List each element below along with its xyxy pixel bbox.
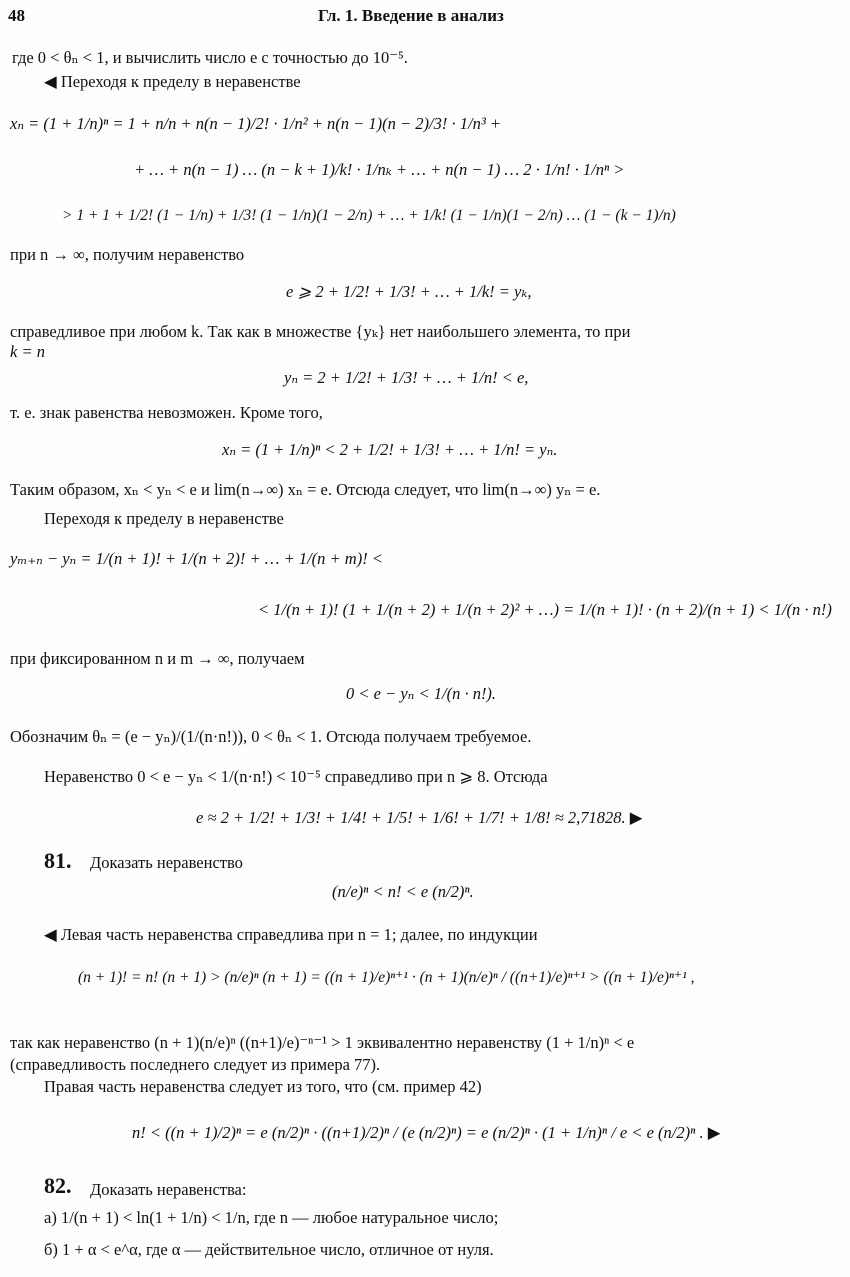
- problem-statement: Доказать неравенство: [90, 853, 243, 872]
- page-number: 48: [8, 6, 25, 25]
- formula-line: yₙ = 2 + 1/2! + 1/3! + … + 1/n! < e,: [284, 368, 529, 387]
- text-line: т. е. знак равенства невозможен. Кроме того,: [10, 403, 323, 422]
- text-line: Правая часть неравенства следует из того, что (см. пример 42): [44, 1077, 482, 1096]
- problem-number: 81.: [44, 848, 72, 873]
- formula-line: n! < ((n + 1)/2)ⁿ = e (n/2)ⁿ · ((n+1)/2)ⁿ / (e (n/2)ⁿ) = e (n/2)ⁿ · (1 + 1/n)ⁿ / e < e (n/2)ⁿ . ▶: [132, 1123, 721, 1142]
- text-line: так как неравенство (n + 1)(n/e)ⁿ ((n+1)/e)⁻ⁿ⁻¹ > 1 эквивалентно неравенству (1 + 1/n)ⁿ < e: [10, 1033, 635, 1052]
- formula-line: (n + 1)! = n! (n + 1) > (n/e)ⁿ (n + 1) = ((n + 1)/e)ⁿ⁺¹ · (n + 1)(n/e)ⁿ / ((n+1)/e)ⁿ⁺¹ > ((n + 1)/e)ⁿ⁺¹ ,: [78, 969, 695, 986]
- formula-line: xₙ = (1 + 1/n)ⁿ = 1 + n/n + n(n − 1)/2! · 1/n² + n(n − 1)(n − 2)/3! · 1/n³ +: [10, 114, 502, 133]
- text-line: б) 1 + α < e^α, где α — действительное число, отличное от нуля.: [44, 1240, 494, 1259]
- text-line: ◀ Левая часть неравенства справедлива при n = 1; далее, по индукции: [44, 925, 538, 944]
- text-line: справедливое при любом k. Так как в множестве {yₖ} нет наибольшего элемента, то при: [10, 322, 631, 341]
- text-line: при фиксированном n и m → ∞, получаем: [10, 649, 305, 668]
- text-line: ◀ Переходя к пределу в неравенстве: [44, 72, 301, 91]
- text-line: (справедливость последнего следует из примера 77).: [10, 1055, 381, 1074]
- formula-line: xₙ = (1 + 1/n)ⁿ < 2 + 1/2! + 1/3! + … + 1/n! = yₙ.: [222, 440, 558, 459]
- text-line: Неравенство 0 < e − yₙ < 1/(n·n!) < 10⁻⁵ справедливо при n ⩾ 8. Отсюда: [44, 767, 548, 786]
- chapter-title: Гл. 1. Введение в анализ: [318, 6, 504, 25]
- formula-line: (n/e)ⁿ < n! < e (n/2)ⁿ.: [332, 882, 474, 901]
- formula-line: yₘ₊ₙ − yₙ = 1/(n + 1)! + 1/(n + 2)! + … + 1/(n + m)! <: [10, 549, 383, 568]
- text-line: где 0 < θₙ < 1, и вычислить число e с точностью до 10⁻⁵.: [12, 48, 408, 67]
- text-line: k = n: [10, 342, 45, 361]
- problem-number: 82.: [44, 1173, 72, 1198]
- formula-line: < 1/(n + 1)! (1 + 1/(n + 2) + 1/(n + 2)² + …) = 1/(n + 1)! · (n + 2)/(n + 1) < 1/(n · n!): [258, 600, 832, 619]
- text-line: Обозначим θₙ = (e − yₙ)/(1/(n·n!)), 0 < θₙ < 1. Отсюда получаем требуемое.: [10, 727, 532, 746]
- problem-statement: Доказать неравенства:: [90, 1180, 247, 1199]
- text-line: при n → ∞, получим неравенство: [10, 245, 245, 264]
- formula-line: e ⩾ 2 + 1/2! + 1/3! + … + 1/k! = yₖ,: [286, 282, 532, 301]
- formula-line: > 1 + 1 + 1/2! (1 − 1/n) + 1/3! (1 − 1/n)(1 − 2/n) + … + 1/k! (1 − 1/n)(1 − 2/n) … (1 − (k − 1)/n): [62, 207, 676, 224]
- text-line: Переходя к пределу в неравенстве: [44, 509, 284, 528]
- text-line: а) 1/(n + 1) < ln(1 + 1/n) < 1/n, где n — любое натуральное число;: [44, 1208, 499, 1227]
- text-line: Таким образом, xₙ < yₙ < e и lim(n→∞) xₙ = e. Отсюда следует, что lim(n→∞) yₙ = e.: [10, 480, 601, 499]
- formula-line: + … + n(n − 1) … (n − k + 1)/k! · 1/nₖ + … + n(n − 1) … 2 · 1/n! · 1/nⁿ >: [134, 160, 625, 179]
- formula-line: e ≈ 2 + 1/2! + 1/3! + 1/4! + 1/5! + 1/6! + 1/7! + 1/8! ≈ 2,71828. ▶: [196, 808, 643, 827]
- formula-line: 0 < e − yₙ < 1/(n · n!).: [346, 684, 497, 703]
